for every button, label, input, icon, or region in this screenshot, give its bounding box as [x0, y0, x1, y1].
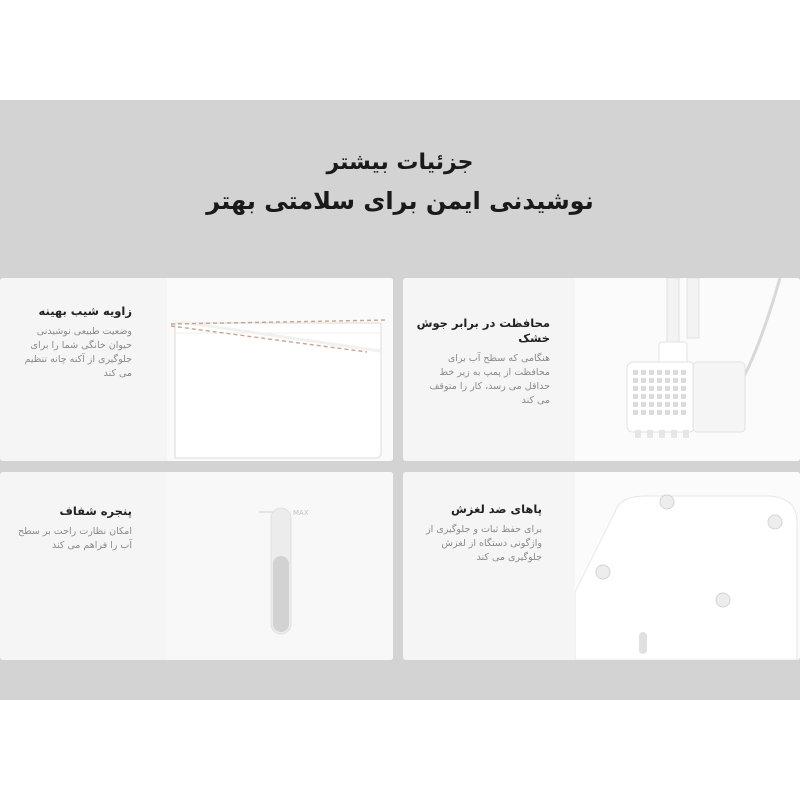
feature-card-transparent-window [0, 472, 393, 660]
heading-safe-drinking: نوشیدنی ایمن برای سلامتی بهتر [206, 187, 594, 215]
card-description: برای حفظ ثبات و جلوگیری از واژگونی دستگاه از لغزش جلوگیری می کند [426, 524, 542, 563]
tilted-bowl-photo [167, 278, 393, 461]
feature-card-dry-boil [403, 278, 800, 461]
water-level-window-photo [167, 472, 393, 660]
card-title: پنجره شفاف [59, 504, 132, 518]
card-title: زاویه شیب بهینه [38, 304, 132, 318]
card-title: پاهای ضد لغزش [450, 502, 542, 516]
feature-card-anti-slip [403, 472, 800, 660]
max-label: MAX [293, 509, 309, 517]
card-description: امکان نظارت راحت بر سطح آب را فراهم می کند [18, 526, 132, 551]
card-title: محافظت در برابر جوش خشک [416, 316, 550, 345]
card-description: وضعیت طبیعی نوشیدنی حیوان خانگی شما را برای جلوگیری از آکنه چانه تنظیم می کند [24, 326, 132, 379]
page-header [0, 100, 800, 278]
card-description: هنگامی که سطح آب برای محافظت از پمپ به زیر خط حداقل می رسد، کار را متوقف می کند [429, 353, 550, 406]
heading-more-details: جزئیات بیشتر [326, 150, 474, 175]
anti-slip-feet-photo [575, 472, 800, 660]
feature-card-tilt-angle [0, 278, 393, 461]
water-pump-photo [575, 278, 800, 461]
